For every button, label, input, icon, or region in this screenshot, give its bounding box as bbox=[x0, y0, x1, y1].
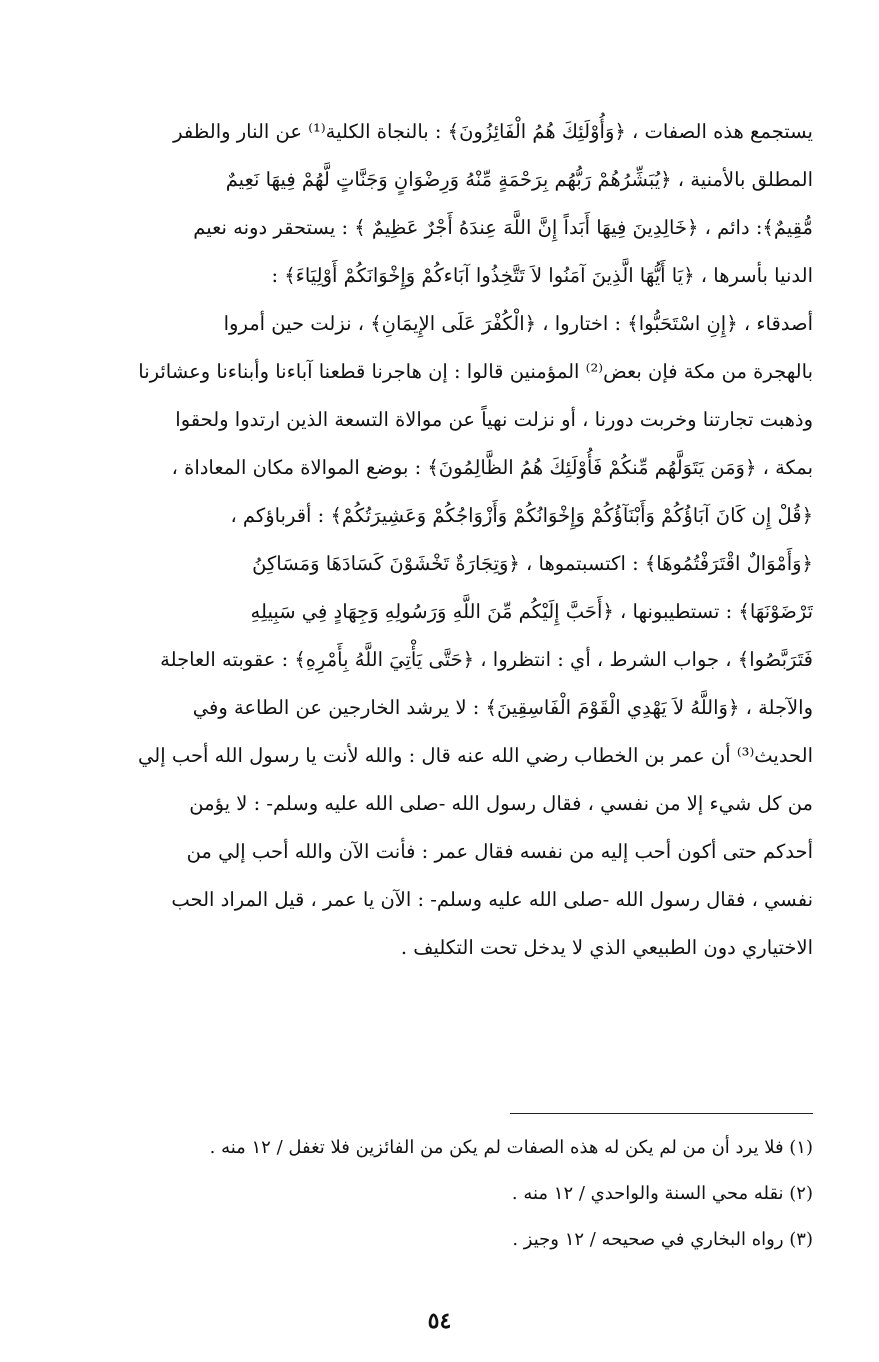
text-line: والآجلة ، ﴿وَاللَّهُ لاَ يَهْدِي الْقَوْمَ الْفَاسِقِينَ﴾ : لا يرشد الخارجين عن الطاعة وفي bbox=[192, 696, 813, 719]
text-line: ﴿وَأَمْوَالٌ اقْتَرَفْتُمُوهَا﴾ : اكتسبتموها ، ﴿وَتِجَارَةٌ تَخْشَوْنَ كَسَادَهَا وَمَسَاكِنُ bbox=[252, 552, 813, 575]
page-number: ٥٤ bbox=[427, 1308, 452, 1334]
text-line: الاختياري دون الطبيعي الذي لا يدخل تحت التكليف . bbox=[400, 936, 813, 959]
footnote-divider bbox=[510, 1113, 813, 1114]
text-line: تَرْضَوْنَهَا﴾ : تستطيبونها ، ﴿أَحَبَّ إِلَيْكُم مِّنَ اللَّهِ وَرَسُولِهِ وَجِهَادٍ فِي سَبِيلِهِ bbox=[250, 600, 813, 623]
text-line: يستجمع هذه الصفات ، ﴿وَأُوْلَئِكَ هُمُ الْفَائِزُونَ﴾ : بالنجاة الكلية⁽¹⁾ عن النار والظفر bbox=[173, 120, 813, 143]
text-line: فَتَرَبَّصُوا﴾ ، جواب الشرط ، أي : انتظروا ، ﴿حَتَّى يَأْتِيَ اللَّهُ بِأَمْرِهِ﴾ : عقوبته العاجلة bbox=[160, 648, 813, 671]
text-line: بمكة ، ﴿وَمَن يَتَوَلَّهُم مِّنكُمْ فَأُوْلَئِكَ هُمُ الظَّالِمُونَ﴾ : بوضع الموالاة مكان المعاداة ، bbox=[171, 456, 813, 479]
footnotes bbox=[60, 1125, 813, 1263]
text-line: مُّقِيمٌ﴾: دائم ، ﴿خَالِدِينَ فِيهَا أَبَداً إِنَّ اللَّهَ عِندَهُ أَجْرٌ عَظِيمٌ ﴾ : يستحقر دونه نعيم bbox=[193, 216, 813, 239]
text-line: ﴿قُلْ إِن كَانَ آبَاؤُكُمْ وَأَبْنَآؤُكُمْ وَإِخْوَانُكُمْ وَأَزْوَاجُكُمْ وَعَشِيرَتُكُمْ﴾ : أقرباؤكم ، bbox=[230, 504, 813, 527]
footnote: (٣) رواه البخاري في صحيحه / ١٢ وجيز . bbox=[512, 1229, 813, 1250]
footnote: (١) فلا يرد أن من لم يكن له هذه الصفات لم يكن من الفائزين فلا تغفل / ١٢ منه . bbox=[209, 1137, 813, 1158]
text-line: وذهبت تجارتنا وخربت دورنا ، أو نزلت نهياً عن موالاة التسعة الذين ارتدوا ولحقوا bbox=[175, 408, 813, 431]
text-line: أحدكم حتى أكون أحب إليه من نفسه فقال عمر : فأنت الآن والله أحب إلي من bbox=[186, 840, 813, 863]
text-line: الدنيا بأسرها ، ﴿يَا أَيُّهَا الَّذِينَ آمَنُوا لاَ تَتَّخِذُوا آبَاءكُمْ وَإِخْوَانَكُمْ أَوْلِيَاءَ﴾ : bbox=[271, 264, 813, 287]
text-line: بالهجرة من مكة فإن بعض⁽²⁾ المؤمنين قالوا : إن هاجرنا قطعنا آباءنا وأبناءنا وعشائرنا bbox=[138, 360, 813, 383]
text-line: المطلق بالأمنية ، ﴿يُبَشِّرُهُمْ رَبُّهُم بِرَحْمَةٍ مِّنْهُ وَرِضْوَانٍ وَجَنَّاتٍ لَّهُمْ فِيهَا نَعِيمٌ bbox=[225, 168, 813, 191]
text-line: الحديث⁽³⁾ أن عمر بن الخطاب رضي الله عنه قال : والله لأنت يا رسول الله أحب إلي bbox=[138, 744, 813, 767]
text-line: أصدقاء ، ﴿إِنِ اسْتَحَبُّوا﴾ : اختاروا ، ﴿الْكُفْرَ عَلَى الإِيمَانِ﴾ ، نزلت حين أمروا bbox=[223, 312, 813, 335]
text-line: من كل شيء إلا من نفسي ، فقال رسول الله -صلى الله عليه وسلم- : لا يؤمن bbox=[189, 792, 813, 815]
text-line: نفسي ، فقال رسول الله -صلى الله عليه وسلم- : الآن يا عمر ، قيل المراد الحب bbox=[171, 888, 813, 911]
footnote: (٢) نقله محي السنة والواحدي / ١٢ منه . bbox=[511, 1183, 813, 1204]
body-text bbox=[65, 108, 813, 972]
